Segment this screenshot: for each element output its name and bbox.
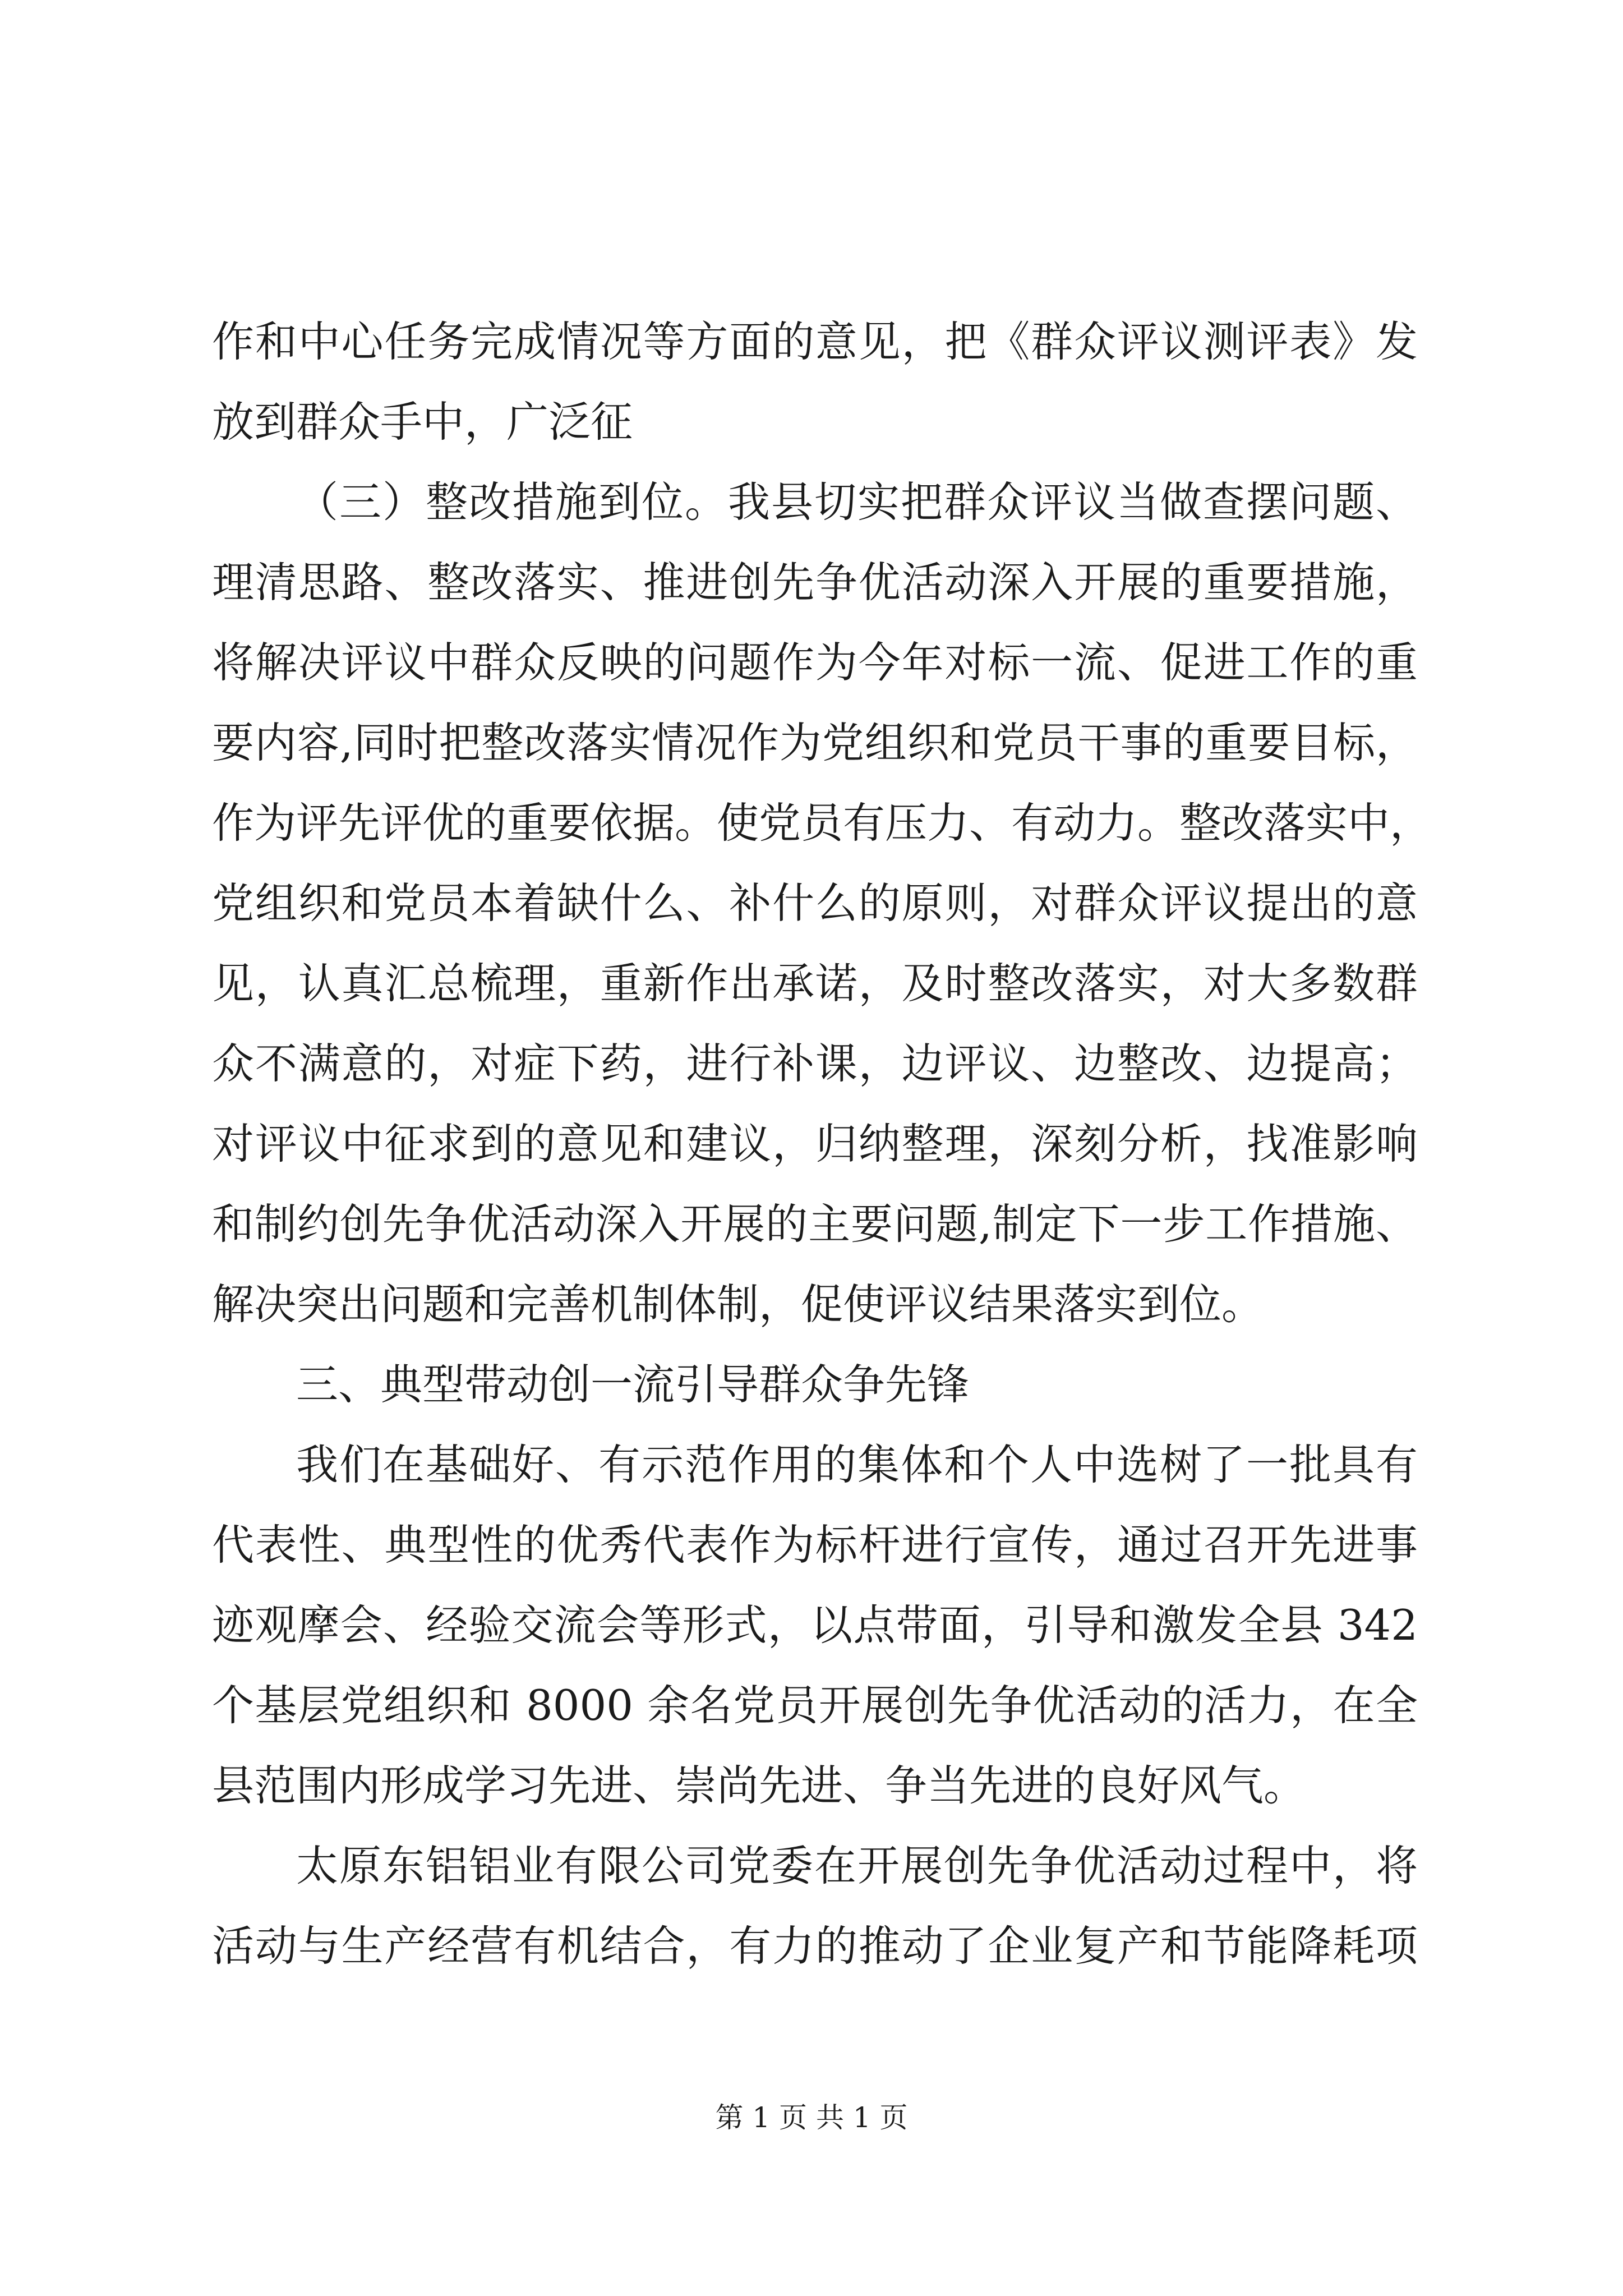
- text-line: 个基层党组织和 8000 余名党员开展创先争优活动的活力，在全: [212, 1681, 1418, 1730]
- text-line: 党组织和党员本着缺什么、补什么的原则，对群众评议提出的意: [212, 878, 1418, 928]
- text-line: 太原东铝铝业有限公司党委在开展创先争优活动过程中，将: [296, 1841, 1418, 1890]
- text-line: 作和中心任务完成情况等方面的意见，把《群众评议测评表》发: [212, 317, 1418, 366]
- text-line: 作为评先评优的重要依据。使党员有压力、有动力。整改落实中，: [212, 798, 1432, 848]
- text-line: 对评议中征求到的意见和建议，归纳整理，深刻分析，找准影响: [212, 1119, 1418, 1168]
- text-line: 县范围内形成学习先进、崇尚先进、争当先进的良好风气。: [212, 1761, 1306, 1810]
- text-line: 放到群众手中，广泛征: [212, 397, 633, 447]
- text-line: 迹观摩会、经验交流会等形式，以点带面，引导和激发全县 342: [212, 1600, 1418, 1650]
- section-heading: 三、典型带动创一流引导群众争先锋: [296, 1360, 970, 1409]
- text-line: （三）整改措施到位。我县切实把群众评议当做查摆问题、: [296, 477, 1418, 527]
- text-line: 众不满意的，对症下药，进行补课，边评议、边整改、边提高；: [212, 1039, 1418, 1088]
- text-line: 活动与生产经营有机结合，有力的推动了企业复产和节能降耗项: [212, 1921, 1418, 1971]
- text-line: 要内容,同时把整改落实情况作为党组织和党员干事的重要目标，: [212, 718, 1418, 767]
- text-line: 理清思路、整改落实、推进创先争优活动深入开展的重要措施，: [212, 558, 1418, 607]
- text-line: 解决突出问题和完善机制体制，促使评议结果落实到位。: [212, 1280, 1264, 1329]
- text-line: 和制约创先争优活动深入开展的主要问题,制定下一步工作措施、: [212, 1199, 1418, 1249]
- text-line: 代表性、典型性的优秀代表作为标杆进行宣传，通过召开先进事: [212, 1520, 1418, 1570]
- document-body: [212, 302, 1432, 1986]
- text-line: 将解决评议中群众反映的问题作为今年对标一流、促进工作的重: [212, 638, 1418, 687]
- text-line: 见，认真汇总梳理，重新作出承诺，及时整改落实，对大多数群: [212, 959, 1418, 1008]
- page-footer: 第 1 页 共 1 页: [715, 2101, 908, 2134]
- text-line: 我们在基础好、有示范作用的集体和个人中选树了一批具有: [296, 1440, 1418, 1489]
